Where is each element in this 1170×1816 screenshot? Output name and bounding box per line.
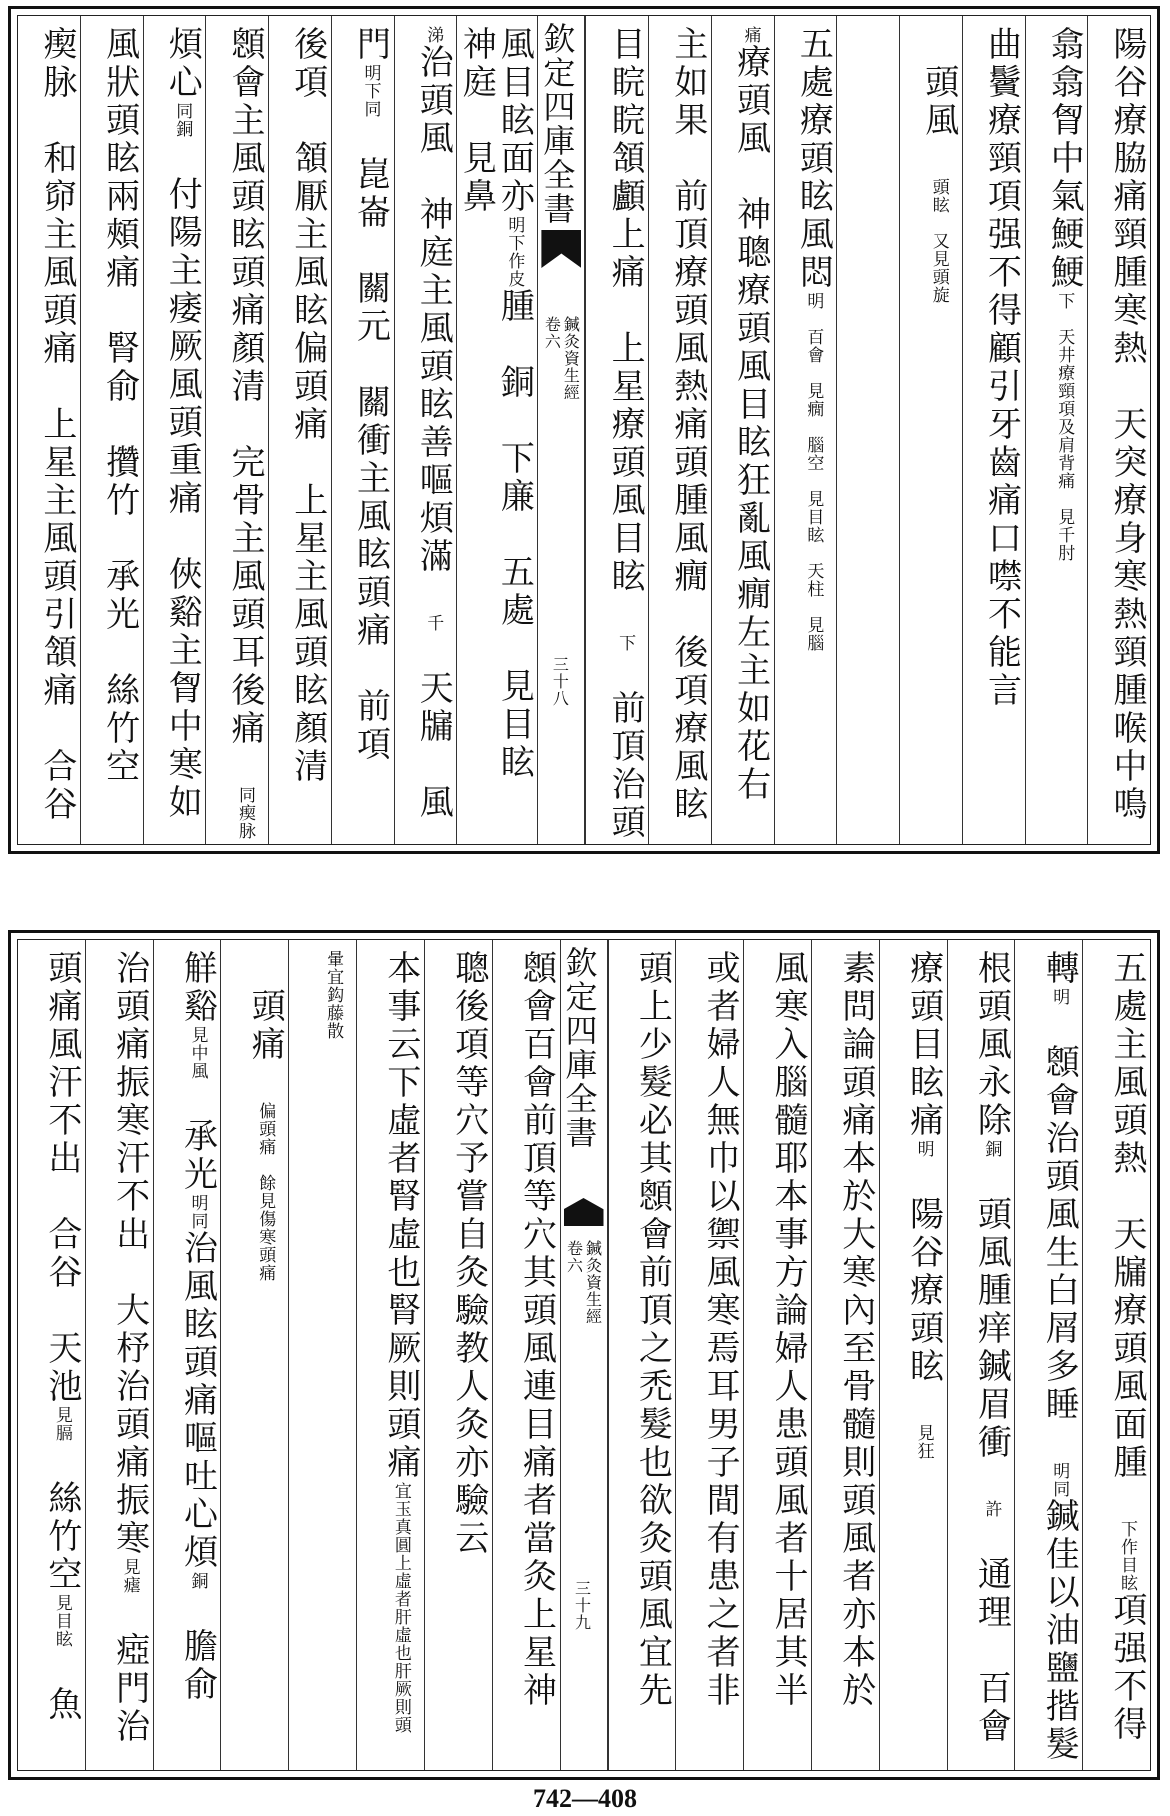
text-column: 素問論頭痛本於大寒內至骨髓則頭風者亦本於 — [811, 940, 879, 1770]
text-column: 目睆睆頷顱上痛 上星療頭風目眩 下 前頂治頭 — [585, 16, 648, 844]
text-column: 頭痛 偏頭痛 餘見傷寒頭痛 — [220, 940, 288, 1770]
text-column: 風寒入腦髓耶本事方論婦人患頭風者十居其半 — [743, 940, 811, 1770]
text-column: 煩心同銅 付陽主痿厥風頭重痛 俠谿主胷中寒如 — [143, 16, 206, 844]
spine-volume: 卷六 — [564, 1240, 584, 1274]
spine-title: 欽定四庫全書 — [538, 22, 577, 226]
text-column: 顖會百會前頂等穴其頭風連目痛者當灸上星神 — [492, 940, 560, 1770]
blank-column — [836, 16, 899, 844]
text-column: 門明下同 崑崙 關元 關衝主風眩頭痛 前項 — [331, 16, 394, 844]
text-column: 治頭痛振寒汗不出 大杼治頭痛振寒見瘧 瘂門治 — [85, 940, 153, 1770]
spine-folio-number: 三十九 — [572, 1580, 592, 1631]
text-column: 五處療頭眩風悶明 百會 見癇 腦空 見目眩 天柱 見腦 — [774, 16, 837, 844]
page-number-footer: 742—408 — [533, 1784, 637, 1813]
fish-tail-mark-icon — [541, 230, 581, 268]
text-column: 頭痛風汗不出 合谷 天池見膈 絲竹空見目眩 魚 — [41, 950, 82, 1724]
lower-page-columns — [17, 939, 1151, 1771]
text-column: 顖會主風頭眩頭痛顏清 完骨主風頭耳後痛 同瘈脉 — [205, 16, 268, 844]
spine-folio-number: 三十八 — [550, 656, 570, 707]
spine-book-title: 鍼灸資生經 — [561, 316, 581, 401]
text-column: 瘈脉 和窌主風頭痛 上星主風頭引頷痛 合谷 — [36, 26, 77, 824]
text-column: 聰後項等穴予嘗自灸驗教人灸亦驗云 — [424, 940, 492, 1770]
text-column: 風目眩面亦明下作皮腫 銅 下廉 五處 見目眩 神庭 見鼻 — [456, 16, 537, 844]
text-column: 五處主風頭熱 天牖療頭風面腫 下作目眩項强不得 — [1082, 940, 1150, 1770]
text-column: 療頭目眩痛明 陽谷療頭眩 見狂 — [879, 940, 947, 1770]
text-column: 痛療頭風 神聰療頭風目眩狂亂風癇左主如花右 — [711, 16, 774, 844]
spine-title: 欽定四庫全書 — [560, 946, 599, 1150]
lower-page — [8, 930, 1160, 1780]
text-column: 陽谷療脇痛頸腫寒熱 天突療身寒熱頸腫喉中鳴 — [1087, 16, 1150, 844]
fish-tail-mark-icon — [564, 1198, 604, 1226]
text-column: 曲鬢療頸項强不得顧引牙齒痛口噤不能言 — [962, 16, 1025, 844]
upper-page-columns — [17, 15, 1151, 845]
text-column: 頭風 頭眩 又見頭旋 — [899, 16, 962, 844]
text-column: 觧谿見中風 承光明同治風眩頭痛嘔吐心煩銅 膽俞 — [153, 940, 221, 1770]
text-column: 根頭風永除銅 頭風腫痒鍼眉衝 許 通理 百會 — [947, 940, 1015, 1770]
text-column: 頭上少髮必其顖會前頂之禿髮也欲灸頭風宜先 — [608, 940, 676, 1770]
text-column: 翕翕胷中氣鯁鯁下 天井療頸項及肩背痛 見千肘 — [1025, 16, 1088, 844]
text-column: 暈宜鈎藤散 — [288, 940, 356, 1770]
page-spine — [537, 16, 585, 844]
text-column: 主如果 前頂療頭風熱痛頭腫風癇 後項療風眩 — [648, 16, 711, 844]
text-column: 涕治頭風 神庭主風頭眩善嘔煩滿 千 天牖 風 — [394, 16, 457, 844]
spine-volume: 卷六 — [542, 316, 562, 350]
text-column: 後項 頷厭主風眩偏頭痛 上星主風頭眩顏清 — [268, 16, 331, 844]
text-column: 本事云下虛者腎虛也腎厥則頭痛宜玉真圓上虛者肝虛也肝厥則頭 — [356, 940, 424, 1770]
page-spine — [560, 940, 608, 1770]
upper-page — [8, 6, 1160, 854]
spine-book-title: 鍼灸資生經 — [583, 1240, 603, 1325]
text-column: 風狀頭眩兩頰痛 腎俞 攢竹 承光 絲竹空 — [80, 16, 143, 844]
text-column: 轉明 顖會治頭風生白屑多睡 明同鍼佳以油鹽揩髮 — [1014, 940, 1082, 1770]
text-column: 或者婦人無巾以禦風寒焉耳男子間有患之者非 — [675, 940, 743, 1770]
